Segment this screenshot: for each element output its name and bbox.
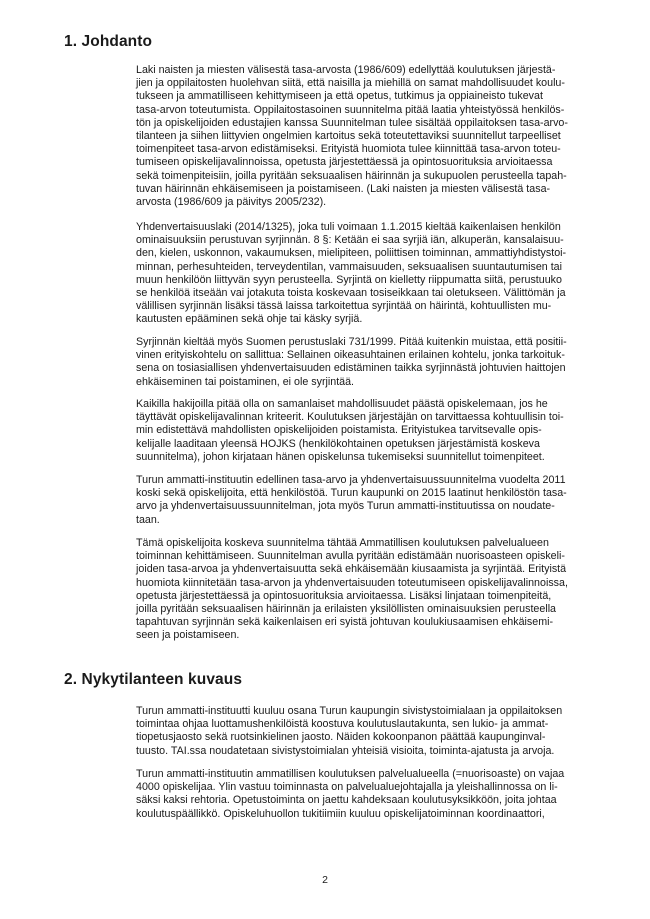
- text-line: kelijalle laaditaan yleensä HOJKS (henkilökohtainen opetuksen järjestämistä koskeva: [136, 437, 540, 450]
- paragraph: [136, 537, 606, 643]
- text-line: toimenpiteet tasa-arvon edistämiseksi. Erityistä huomiota tulee kiinnittää tasa-arvon toteu-: [136, 143, 561, 156]
- paragraph: [136, 768, 606, 821]
- text-line: Syrjinnän kieltää myös Suomen perustuslaki 731/1999. Pitää kuitenkin muistaa, että positii-: [136, 336, 567, 348]
- text-line: kautusten epääminen sekä ohje tai käsky syrjiä.: [136, 313, 363, 326]
- paragraph: [136, 474, 606, 527]
- text-line: joiden tasa-arvoa ja yhdenvertaisuutta sekä ehkäisemään kiusaamista ja syrjintää. Erityistä: [136, 563, 567, 576]
- text-line: tumiseen opiskelijavalinnoissa, opetusta järjestettäessä ja opintosuorituksia arvioitaessa: [136, 156, 553, 169]
- text-line: tuusto. TAI.ssa noudatetaan sivistystoimialan yhteisiä visioita, toiminta-ajatusta ja arvoja.: [136, 744, 555, 757]
- text-line: min edistettävä mahdollisten opiskelijoiden poistamista. Erityistukea tarvitsevalle opis-: [136, 424, 542, 437]
- text-line: säksi kaksi rehtoria. Opetustoiminta on jaettu kahdeksaan koulutusyksikköön, joita johtaa: [136, 794, 557, 807]
- text-line: se henkilöä itseään vai jotakuta toista koskevaan tosiseikkaan tai oletukseen. Välittömän ja: [136, 286, 566, 299]
- text-line: Turun ammatti-instituutti kuuluu osana Turun kaupungin sivistystoimialaan ja oppilaitoksen: [136, 705, 563, 717]
- text-line: Yhdenvertaisuuslaki (2014/1325), joka tuli voimaan 1.1.2015 kieltää kaikenlaisen henkilön: [136, 221, 561, 233]
- text-line: den, kielen, uskonnon, vakaumuksen, mielipiteen, poliittisen toiminnan, ammattiyhdistystoi-: [136, 247, 567, 260]
- section-heading-nykytilanteen-kuvaus: 2. Nykytilanteen kuvaus: [64, 671, 243, 688]
- text-line: koski sekä opiskelijoita, että henkilöstöä. Turun kaupunki on 2015 laatinut henkilöstön tasa-: [136, 487, 567, 500]
- text-line: 4000 opiskelijaa. Ylin vastuu toiminnasta on palvelualuejohtajalla ja yleishallinnossa on li-: [136, 781, 558, 794]
- text-line: sena on tosiasiallisen yhdenvertaisuuden edistäminen taikka syrjinnästä johtuvien haittojen: [136, 362, 566, 375]
- text-line: Kaikilla hakijoilla pitää olla on samanlaiset mahdollisuudet päästä opiskelemaan, jos he: [136, 398, 548, 410]
- text-line: taan.: [136, 513, 160, 526]
- text-line: jien ja oppilaitosten huolehvan siitä, että naisilla ja miehillä on samat mahdollisuudet koulu-: [136, 77, 565, 90]
- text-line: arvosta (1986/609 ja päivitys 2005/232).: [136, 195, 327, 208]
- text-line: Tämä opiskelijoita koskeva suunnitelma tähtää Ammatillisen koulutuksen palvelualueen: [136, 537, 549, 549]
- text-line: tukseen ja ammatilliseen kehittymiseen ja että opetus, tutkimus ja oppiaineisto tukevat: [136, 90, 543, 103]
- text-line: arvo ja yhdenvertaisuussuunnitelman, jota myös Turun ammatti-instituutissa on noudate-: [136, 500, 555, 513]
- text-line: toimintaa ohjaa luottamushenkilöistä koostuva koulutuslautakunta, sen lukio- ja ammat-: [136, 718, 549, 731]
- text-line: Turun ammatti-instituutin edellinen tasa-arvo ja yhdenvertaisuussuunnitelma vuodelta 2011: [136, 474, 566, 486]
- section-heading-johdanto: 1. Johdanto: [64, 33, 153, 50]
- text-line: tuvan häirinnän ehkäisemiseen ja poistamiseen. (Laki naisten ja miesten välisestä tasa-: [136, 182, 551, 195]
- paragraph: [136, 336, 606, 389]
- paragraph: [136, 398, 606, 464]
- text-line: ominaisuuksiin perustuvan syrjinnän. 8 §: Ketään ei saa syrjiä iän, alkuperän, kansalaisuu-: [136, 234, 564, 247]
- text-line: opetusta järjestettäessä ja opintosuorituksia arvioitaessa. Lisäksi linjataan toimenpiteitä,: [136, 589, 552, 602]
- text-line: seen ja poistamiseen.: [136, 629, 240, 642]
- text-line: huomiota kiinnitetään tasa-arvon ja yhdenvertaisuuden toteutumiseen opiskelijavalinnoissa,: [136, 576, 568, 589]
- text-line: sekä toimenpiteisiin, joilla pyritään seksuaalisen häirinnän ja sukupuolen perusteella tapah-: [136, 169, 567, 182]
- text-line: muun henkilöön liittyvän syyn perusteella. Syrjintä on kielletty riippumatta siitä, perustuuko: [136, 273, 562, 286]
- text-line: koulutuspäällikkö. Opiskeluhuollon tukitiimiin kuuluu opiskelijatoiminnan koordinaattori,: [136, 807, 545, 820]
- text-line: tasa-arvon toteutumista. Oppilaitostasoinen suunnitelma pitää laatia yhteistyössä henkilös-: [136, 103, 565, 116]
- text-line: tön ja opiskelijoiden edustajien kanssa Suunnitelman tulee sisältää oppilaitoksen tasa-arvo-: [136, 116, 568, 129]
- text-line: toiminnan kehittämiseen. Suunnitelman avulla pyritään edistämään nuorisoasteen opiskeli-: [136, 550, 565, 563]
- text-line: tilanteen ja siihen liittyvien ongelmien kartoitus sekä toteutettaviksi suunnitellut tarpeelliset: [136, 129, 561, 142]
- text-line: Turun ammatti-instituutin ammatillisen koulutuksen palvelualueella (=nuorisoaste) on vajaa: [136, 768, 565, 780]
- paragraph: [136, 64, 606, 209]
- text-line: ehkäiseminen tai poistaminen, ei ole syrjintää.: [136, 375, 355, 388]
- text-line: Laki naisten ja miesten välisestä tasa-arvosta (1986/609) edellyttää koulutuksen järjestä-: [136, 64, 556, 76]
- text-line: tiopetusjaosto sekä ruotsinkielinen jaosto. Näiden kokoonpanon päättää kaupunginval-: [136, 731, 546, 744]
- text-line: täyttävät opiskelijavalinnan kriteerit. Koulutuksen järjestäjän on tarvittaessa kohtuullisin toi-: [136, 411, 564, 424]
- text-line: välillisen syrjinnän lisäksi tässä laissa tarkoitettua syrjintää on häirintä, kohtuullisten mu-: [136, 300, 552, 313]
- text-line: suunnitelma), johon kirjataan hänen opiskelunsa tukemiseksi suunnitellut toimenpiteet.: [136, 450, 545, 463]
- text-line: tapahtuvan syrjinnän sekä kaikenlaisen eri syistä johtuvan koulukiusaamisen ehkäisemi-: [136, 616, 554, 629]
- text-line: vinen erityiskohtelu on sallittua: Sellainen oikeasuhtainen erilainen kohtelu, jonka tarkoituk-: [136, 349, 565, 362]
- paragraph: [136, 705, 606, 758]
- paragraph: [136, 221, 606, 327]
- text-line: minnan, perhesuhteiden, terveydentilan, vammaisuuden, seksuaalisen suuntautumisen tai: [136, 260, 562, 273]
- text-line: joilla pyritään seksuaalisen häirinnän ja erilaisten yksilöllisten ominaisuuksien perusteella: [136, 602, 557, 615]
- page-number: 2: [322, 874, 328, 886]
